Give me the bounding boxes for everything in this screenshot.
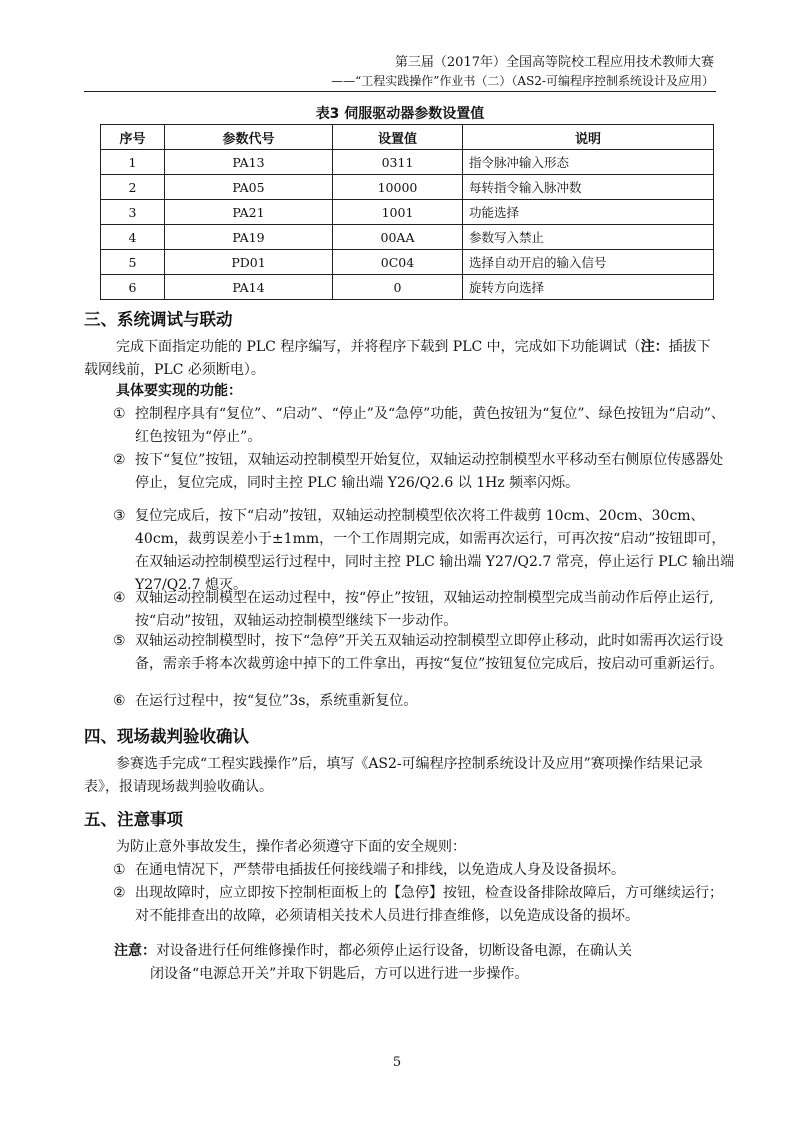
column-header: 参数代号 [165, 125, 333, 150]
item-text: 在通电情况下，严禁带电插拔任何接线端子和排线，以免造成人身及设备损坏。 [135, 862, 625, 878]
table-row [101, 275, 714, 300]
cell-param-code: PA13 [165, 150, 333, 175]
function-item-3 [113, 505, 735, 597]
item-number: ① [113, 406, 126, 422]
function-item-5 [113, 630, 735, 676]
table-header-row [101, 125, 714, 150]
cell-value: 10000 [333, 175, 463, 200]
function-subheading: 具体要实现的功能： [116, 383, 242, 399]
section3-intro [84, 336, 714, 382]
intro-text: 完成下面指定功能的 PLC 程序编写，并将程序下载到 PLC 中，完成如下功能调试（ [116, 339, 641, 355]
table-row [101, 225, 714, 250]
cell-description: 指令脉冲输入形态 [463, 150, 714, 175]
section4-text: 参赛选手完成“工程实践操作”后，填写《AS2-可编程序控制系统设计及应用”赛项操作结果记录表》，报请现场裁判验收确认。 [84, 756, 703, 795]
page-number: 5 [392, 1055, 402, 1070]
table-title: 表3 伺服驱动器参数设置值 [315, 106, 485, 122]
table-row [101, 175, 714, 200]
cell-index: 5 [101, 250, 165, 275]
cell-index: 6 [101, 275, 165, 300]
safety-note [114, 940, 714, 986]
item-text: 双轴运动控制模型在运动过程中，按“停止”按钮，双轴运动控制模型完成当前动作后停止运行,按“启动”按钮，双轴运动控制模型继续下一步动作。 [135, 590, 714, 629]
item-number: ① [113, 862, 126, 878]
item-number: ④ [113, 590, 126, 606]
note-text: 对设备进行任何维修操作时，都必须停止运行设备，切断设备电源，在确认关 [156, 943, 632, 959]
cell-value: 0C04 [333, 250, 463, 275]
item-text: 双轴运动控制模型时，按下“急停”开关五双轴运动控制模型立即停止移动，此时如需再次运行设备，需亲手将本次裁剪途中掉下的工件拿出，再按“复位”按钮复位完成后，按启动可重新运行。 [135, 633, 724, 672]
section5-intro: 为防止意外事故发生，操作者必须遵守下面的安全规则： [116, 839, 466, 855]
column-header: 说明 [463, 125, 714, 150]
column-header: 设置值 [333, 125, 463, 150]
section-heading-3: 三、系统调试与联动 [84, 310, 233, 329]
safety-item-2 [113, 882, 735, 928]
item-number: ⑤ [113, 633, 126, 649]
parameter-table [100, 124, 714, 300]
cell-description: 旋转方向选择 [463, 275, 714, 300]
cell-description: 参数写入禁止 [463, 225, 714, 250]
cell-description: 选择自动开启的输入信号 [463, 250, 714, 275]
item-text: 按下“复位”按钮，双轴运动控制模型开始复位，双轴运动控制模型水平移动至右侧原位传感器处停止，复位完成，同时主控 PLC 输出端 Y26/Q2.6 以 1Hz 频率闪烁。 [135, 452, 724, 491]
cell-value: 0 [333, 275, 463, 300]
column-header: 序号 [101, 125, 165, 150]
section-heading-5: 五、注意事项 [84, 810, 183, 829]
function-item-1 [113, 403, 735, 449]
cell-value: 1001 [333, 200, 463, 225]
note-text-continued: 闭设备“电源总开关”并取下钥匙后，方可以进行进一步操作。 [150, 966, 529, 982]
item-text: 在运行过程中，按“复位”3s，系统重新复位。 [135, 693, 418, 709]
function-item-2 [113, 449, 735, 495]
function-item-6 [113, 690, 735, 713]
header-subtitle: ——“工程实践操作”作业书（二）（AS2-可编程序控制系统设计及应用） [331, 74, 714, 88]
cell-description: 每转指令输入脉冲数 [463, 175, 714, 200]
table-row [101, 250, 714, 275]
cell-description: 功能选择 [463, 200, 714, 225]
item-text: 出现故障时，应立即按下控制柜面板上的【急停】按钮，检查设备排除故障后，方可继续运行；对不能排查出的故障，必须请相关技术人员进行排查维修，以免造成设备的损坏。 [135, 885, 723, 924]
item-text: 复位完成后，按下“启动”按钮，双轴运动控制模型依次将工件裁剪 10cm、20cm、30cm、40cm，裁剪误差小于±1mm，一个工作周期完成，如需再次运行，可再次按“启动”按钮即可，在双轴运动控制模型运行过程中，同时主控 PLC 输出端 Y27/Q2.7 常亮，停止运行 PLC 输出端 Y27/Q2.7 熄灭。 [135, 508, 735, 593]
cell-index: 3 [101, 200, 165, 225]
table-row [101, 150, 714, 175]
header-title: 第三届（2017年）全国高等院校工程应用技术教师大赛 [394, 55, 714, 70]
cell-value: 0311 [333, 150, 463, 175]
intro-note-label: 注： [640, 339, 669, 355]
cell-value: 00AA [333, 225, 463, 250]
cell-param-code: PD01 [165, 250, 333, 275]
page-header [86, 54, 714, 90]
function-item-4 [113, 587, 735, 633]
section-heading-4: 四、现场裁判验收确认 [84, 727, 249, 746]
cell-index: 2 [101, 175, 165, 200]
cell-param-code: PA14 [165, 275, 333, 300]
cell-param-code: PA05 [165, 175, 333, 200]
cell-param-code: PA19 [165, 225, 333, 250]
note-label: 注意： [114, 943, 156, 959]
header-rule [84, 91, 716, 92]
item-text: 控制程序具有“复位”、“启动”、“停止”及“急停”功能，黄色按钮为“复位”、绿色按钮为“启动”、红色按钮为“停止”。 [135, 406, 725, 445]
item-number: ⑥ [113, 693, 126, 709]
item-number: ② [113, 452, 126, 468]
item-number: ② [113, 885, 126, 901]
cell-param-code: PA21 [165, 200, 333, 225]
intro-text-continued: 插拔下载网线前，PLC 必须断电）。 [84, 339, 711, 378]
table-row [101, 200, 714, 225]
safety-item-1 [113, 859, 735, 882]
cell-index: 1 [101, 150, 165, 175]
cell-index: 4 [101, 225, 165, 250]
item-number: ③ [113, 508, 126, 524]
